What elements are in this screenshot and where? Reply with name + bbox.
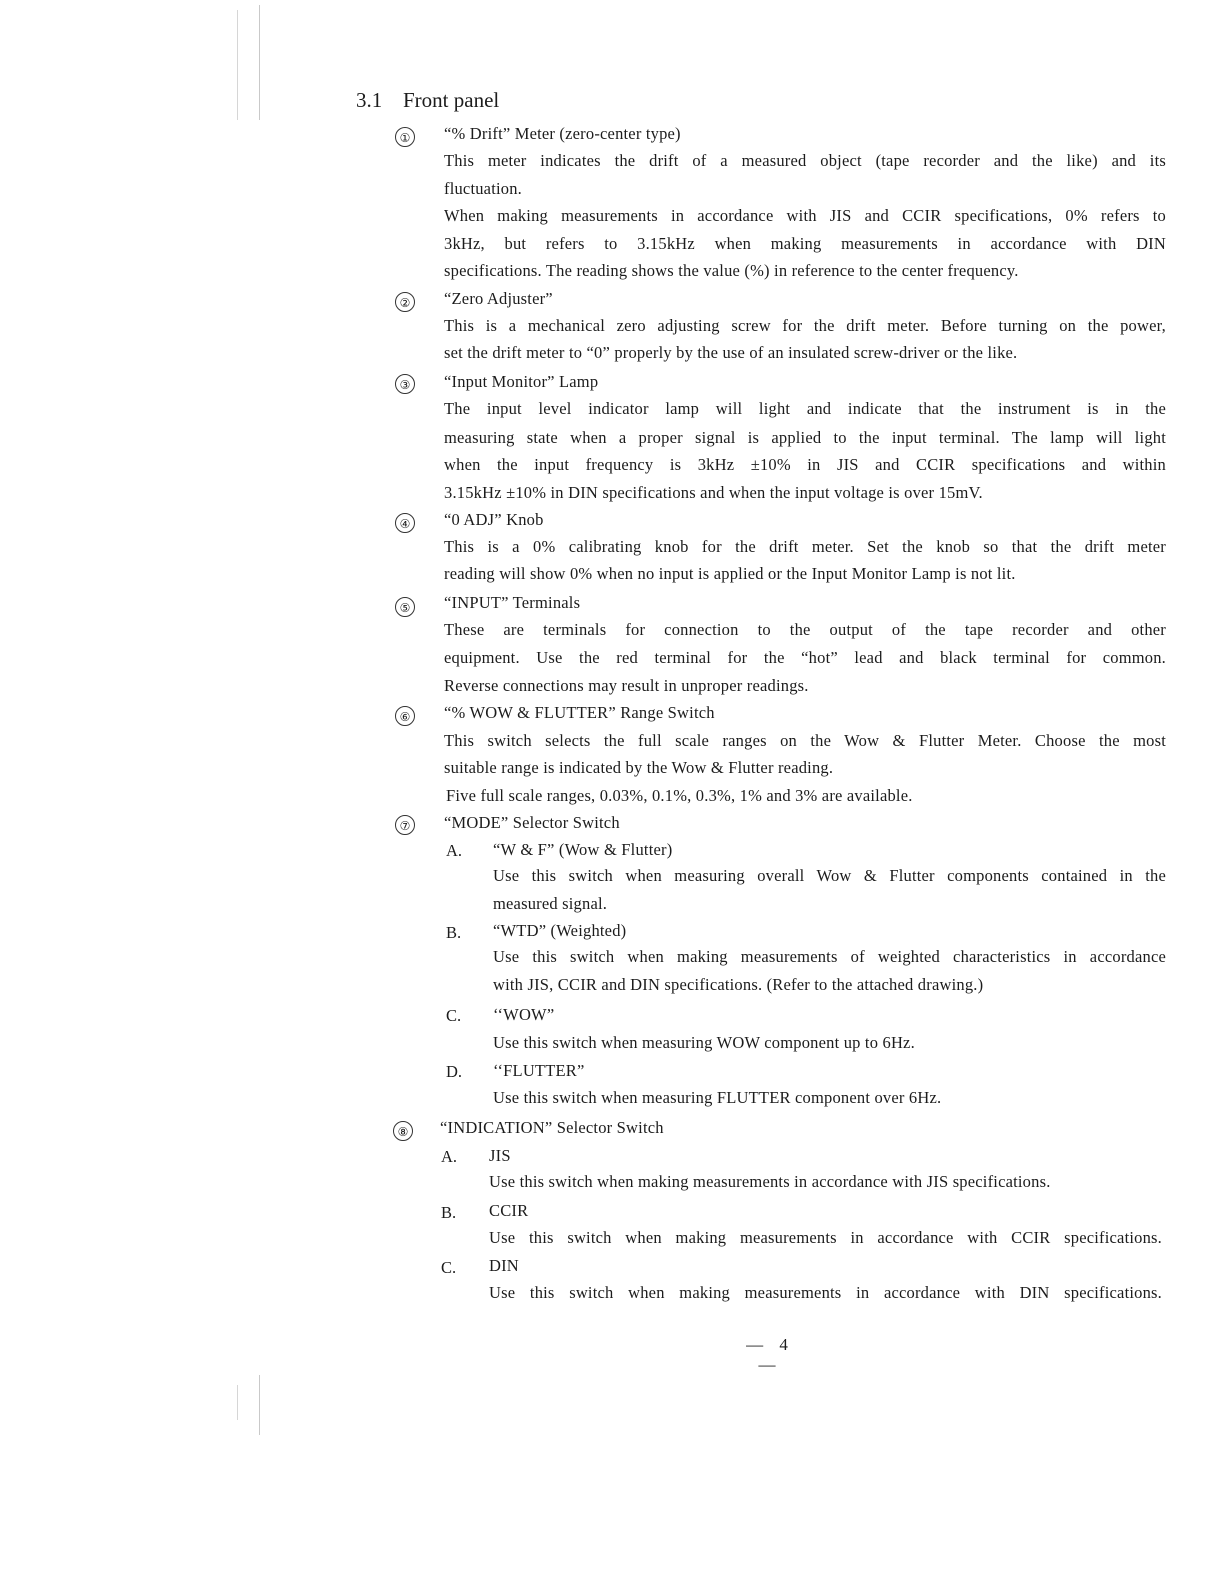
- subitem-title: JIS: [489, 1146, 511, 1165]
- item-line: measuring state when a proper signal is applied to the input terminal. The lamp will light: [444, 428, 1166, 447]
- binding-mark: [259, 5, 260, 120]
- item-line: 3kHz, but refers to 3.15kHz when making measurements in accordance with DIN: [444, 234, 1166, 253]
- item-marker: ②: [395, 292, 415, 312]
- item-line: The input level indicator lamp will light and indicate that the instrument is in the: [444, 399, 1166, 418]
- item-marker: ⑦: [395, 815, 415, 835]
- subitem-letter: A.: [446, 841, 463, 860]
- item-marker: ⑥: [395, 706, 415, 726]
- item-line: This is a mechanical zero adjusting screw for the drift meter. Before turning on the power,: [444, 316, 1166, 335]
- item-title: “0 ADJ” Knob: [444, 510, 544, 529]
- binding-mark: [237, 1385, 238, 1420]
- binding-mark: [259, 1375, 260, 1435]
- subitem-line: with JIS, CCIR and DIN specifications. (Refer to the attached drawing.): [493, 975, 984, 994]
- binding-mark: [237, 10, 238, 120]
- item-title: “INPUT” Terminals: [444, 593, 581, 612]
- subitem-title: CCIR: [489, 1201, 529, 1220]
- subitem-line: Use this switch when making measurements in accordance with DIN specifications.: [489, 1283, 1162, 1302]
- item-marker: ④: [395, 513, 415, 533]
- item-title: “INDICATION” Selector Switch: [440, 1118, 664, 1137]
- subitem-letter: B.: [441, 1203, 457, 1222]
- subitem-line: Use this switch when measuring overall Wow & Flutter components contained in the: [493, 866, 1166, 885]
- item-line: Reverse connections may result in unproper readings.: [444, 676, 809, 695]
- subitem-line: Use this switch when making measurements in accordance with CCIR specifications.: [489, 1228, 1162, 1247]
- item-line: These are terminals for connection to the output of the tape recorder and other: [444, 620, 1166, 639]
- subitem-title: DIN: [489, 1256, 519, 1275]
- item-line: Five full scale ranges, 0.03%, 0.1%, 0.3%, 1% and 3% are available.: [446, 786, 913, 805]
- subitem-letter: C.: [446, 1006, 462, 1025]
- subitem-line: Use this switch when measuring WOW component up to 6Hz.: [493, 1033, 915, 1052]
- subitem-letter: B.: [446, 923, 462, 942]
- section-title: Front panel: [403, 88, 500, 112]
- page-number: — 4 —: [746, 1335, 794, 1374]
- item-title: “Zero Adjuster”: [444, 289, 553, 308]
- item-line: equipment. Use the red terminal for the “hot” lead and black terminal for common.: [444, 648, 1166, 667]
- item-line: This is a 0% calibrating knob for the drift meter. Set the knob so that the drift meter: [444, 537, 1166, 556]
- item-marker: ⑧: [393, 1121, 413, 1141]
- subitem-title: “WTD” (Weighted): [493, 921, 627, 940]
- subitem-title: ‘‘FLUTTER”: [493, 1061, 585, 1080]
- item-line: fluctuation.: [444, 179, 523, 198]
- subitem-letter: D.: [446, 1062, 463, 1081]
- item-line: when the input frequency is 3kHz ±10% in JIS and CCIR specifications and within: [444, 455, 1166, 474]
- subitem-line: Use this switch when making measurements of weighted characteristics in accordance: [493, 947, 1166, 966]
- subitem-letter: A.: [441, 1147, 458, 1166]
- item-line: This meter indicates the drift of a measured object (tape recorder and the like) and its: [444, 151, 1166, 170]
- item-line: set the drift meter to “0” properly by the use of an insulated screw-driver or the like.: [444, 343, 1018, 362]
- item-line: specifications. The reading shows the value (%) in reference to the center frequency.: [444, 261, 1019, 280]
- subitem-line: Use this switch when making measurements in accordance with JIS specifications.: [489, 1172, 1051, 1191]
- item-line: 3.15kHz ±10% in DIN specifications and when the input voltage is over 15mV.: [444, 483, 983, 502]
- item-title: “MODE” Selector Switch: [444, 813, 620, 832]
- item-line: reading will show 0% when no input is applied or the Input Monitor Lamp is not lit.: [444, 564, 1016, 583]
- item-title: “Input Monitor” Lamp: [444, 372, 599, 391]
- subitem-title: ‘‘WOW”: [493, 1005, 555, 1024]
- subitem-line: measured signal.: [493, 894, 608, 913]
- item-line: suitable range is indicated by the Wow & Flutter reading.: [444, 758, 834, 777]
- section-number: 3.1: [356, 88, 383, 112]
- subitem-line: Use this switch when measuring FLUTTER component over 6Hz.: [493, 1088, 942, 1107]
- item-line: This switch selects the full scale ranges on the Wow & Flutter Meter. Choose the most: [444, 731, 1166, 750]
- item-title: “% WOW & FLUTTER” Range Switch: [444, 703, 715, 722]
- item-marker: ①: [395, 127, 415, 147]
- item-marker: ⑤: [395, 597, 415, 617]
- item-title: “% Drift” Meter (zero-center type): [444, 124, 681, 143]
- section-heading: [356, 88, 499, 113]
- item-line: When making measurements in accordance with JIS and CCIR specifications, 0% refers to: [444, 206, 1166, 225]
- item-marker: ③: [395, 374, 415, 394]
- subitem-letter: C.: [441, 1258, 457, 1277]
- subitem-title: “W & F” (Wow & Flutter): [493, 840, 673, 859]
